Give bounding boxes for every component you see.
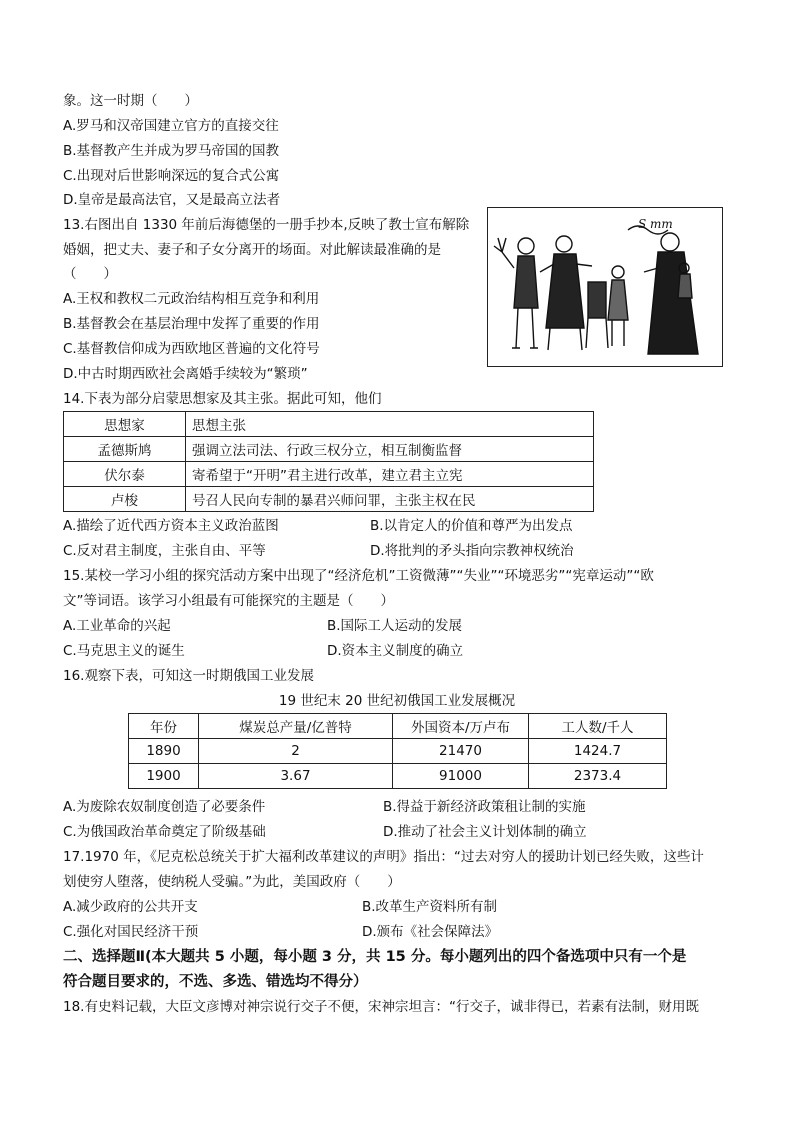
q15-stem-line2: 文”等词语。该学习小组最有可能探究的主题是（ ） [63, 593, 394, 609]
q18-stem-line1: 18.有史料记载，大臣文彦博对神宗说行交子不便，宋神宗坦言：“行交子，诚非得已，若素有法制，财用既 [63, 999, 699, 1015]
table-cell: 号召人民向专制的暴君兴师问罪，主张主权在民 [186, 487, 594, 512]
table-cell: 3.67 [199, 764, 393, 789]
enlightenment-table [63, 411, 594, 512]
q14-option-a[interactable]: A.描绘了近代西方资本主义政治蓝图 [63, 518, 279, 534]
q16-option-c[interactable]: C.为俄国政治革命奠定了阶级基础 [63, 824, 266, 840]
q17-option-c[interactable]: C.强化对国民经济干预 [63, 924, 199, 940]
table-row [64, 462, 594, 487]
q13-option-a[interactable]: A.王权和教权二元政治结构相互竞争和利用 [63, 291, 320, 307]
table-cell: 孟德斯鸠 [64, 437, 186, 462]
table-cell: 年份 [129, 714, 199, 739]
q15-option-a[interactable]: A.工业革命的兴起 [63, 618, 171, 634]
manuscript-drawing [488, 208, 722, 366]
q15-option-d[interactable]: D.资本主义制度的确立 [327, 643, 464, 659]
table-cell: 2 [199, 739, 393, 764]
q17-stem-line1: 17.1970 年，《尼克松总统关于扩大福利改革建议的声明》指出：“过去对穷人的援助计划已经失败，这些计 [63, 849, 704, 865]
q13-option-c[interactable]: C.基督教信仰成为西欧地区普遍的文化符号 [63, 341, 320, 357]
table-cell: 卢梭 [64, 487, 186, 512]
q15-stem-line1: 15.某校一学习小组的探究活动方案中出现了“经济危机”工资微薄”“失业”“环境恶劣”“宪章运动”“欧 [63, 568, 654, 584]
table-cell: 思想主张 [186, 412, 594, 437]
table-row [129, 714, 667, 739]
q12-option-d[interactable]: D.皇帝是最高法官，又是最高立法者 [63, 192, 281, 208]
q17-option-a[interactable]: A.减少政府的公共开支 [63, 899, 198, 915]
table-cell: 强调立法司法、行政三权分立，相互制衡监督 [186, 437, 594, 462]
table-cell: 煤炭总产量/亿普特 [199, 714, 393, 739]
table-cell: 1900 [129, 764, 199, 789]
q13-stem-line3: （ ） [63, 266, 117, 282]
manuscript-illustration [487, 207, 723, 367]
q16-option-a[interactable]: A.为废除农奴制度创造了必要条件 [63, 799, 266, 815]
q12-option-b[interactable]: B.基督教产生并成为罗马帝国的国教 [63, 143, 280, 159]
q15-option-c[interactable]: C.马克思主义的诞生 [63, 643, 185, 659]
q12-option-c[interactable]: C.出现对后世影响深远的复合式公寓 [63, 168, 280, 184]
q13-option-d[interactable]: D.中古时期西欧社会离婚手续较为“繁琐” [63, 366, 308, 382]
q12-stem-end: 象。这一时期（ ） [63, 93, 198, 109]
section2-heading-line1: 二、选择题Ⅱ(本大题共 5 小题，每小题 3 分，共 15 分。每小题列出的四个备选项中只有一个是 [63, 949, 687, 965]
q12-option-a[interactable]: A.罗马和汉帝国建立官方的直接交往 [63, 118, 279, 134]
table-cell: 工人数/千人 [529, 714, 667, 739]
table-caption: 19 世纪末 20 世纪初俄国工业发展概况 [278, 693, 516, 709]
russia-industry-table [128, 713, 667, 789]
table-cell: 2373.4 [529, 764, 667, 789]
q14-option-b[interactable]: B.以肯定人的价值和尊严为出发点 [370, 518, 573, 534]
q14-stem: 14.下表为部分启蒙思想家及其主张。据此可知，他们 [63, 391, 382, 407]
q16-option-d[interactable]: D.推动了社会主义计划体制的确立 [383, 824, 587, 840]
section2-heading-line2: 符合题目要求的，不选、多选、错选均不得分） [63, 974, 368, 990]
q14-option-c[interactable]: C.反对君主制度，主张自由、平等 [63, 543, 266, 559]
table-cell: 寄希望于“开明”君主进行改革，建立君主立宪 [186, 462, 594, 487]
illustration-script: S mm [638, 217, 673, 231]
table-cell: 思想家 [64, 412, 186, 437]
q17-option-d[interactable]: D.颁布《社会保障法》 [362, 924, 499, 940]
q13-stem-line1: 13.右图出自 1330 年前后海德堡的一册手抄本,反映了教士宣布解除 [63, 217, 470, 233]
table-row [129, 764, 667, 789]
table-row [129, 739, 667, 764]
q13-stem-line2: 婚姻，把丈夫、妻子和子女分离开的场面。对此解读最准确的是 [63, 242, 441, 258]
table-row [64, 412, 594, 437]
table-cell: 1890 [129, 739, 199, 764]
q17-option-b[interactable]: B.改革生产资料所有制 [362, 899, 498, 915]
table-cell: 91000 [393, 764, 529, 789]
q16-stem: 16.观察下表，可知这一时期俄国工业发展 [63, 668, 314, 684]
q16-option-b[interactable]: B.得益于新经济政策租让制的实施 [383, 799, 586, 815]
table-row [64, 437, 594, 462]
table-row [64, 487, 594, 512]
q13-option-b[interactable]: B.基督教会在基层治理中发挥了重要的作用 [63, 316, 320, 332]
table-cell: 1424.7 [529, 739, 667, 764]
q14-option-d[interactable]: D.将批判的矛头指向宗教神权统治 [370, 543, 574, 559]
table-cell: 外国资本/万卢布 [393, 714, 529, 739]
q17-stem-line2: 划使穷人堕落，使纳税人受骗。”为此，美国政府（ ） [63, 874, 401, 890]
table-cell: 21470 [393, 739, 529, 764]
table-cell: 伏尔泰 [64, 462, 186, 487]
q15-option-b[interactable]: B.国际工人运动的发展 [327, 618, 463, 634]
